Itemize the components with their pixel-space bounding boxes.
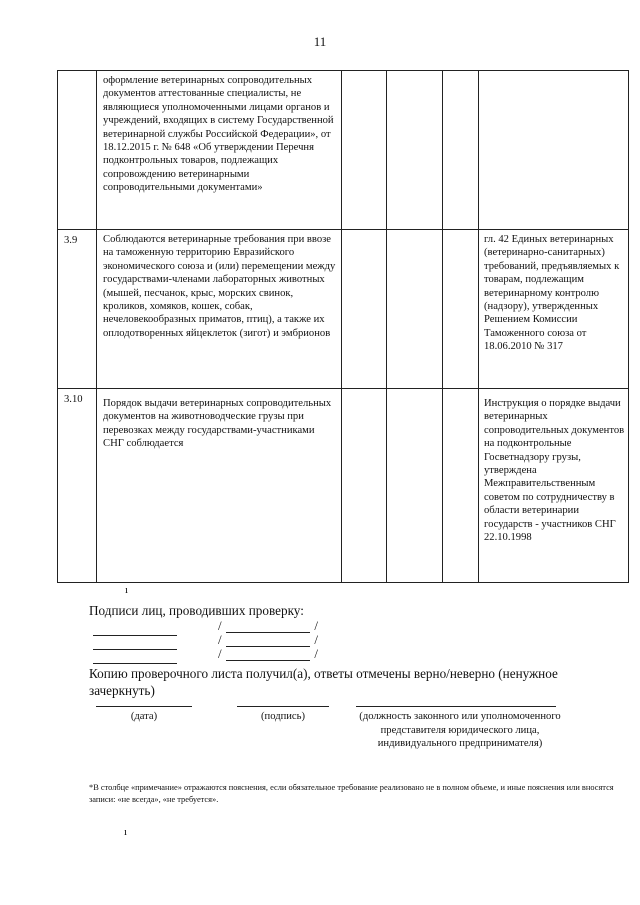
answer-no-cell (387, 389, 443, 583)
scan-mark: ı (125, 584, 129, 596)
reference-text: гл. 42 Единых ветеринарных (ветеринарно-санитарных) требований, предъявляемых к товарам, подлежащим ветеринарному контролю (надзору), утвержденных Решением Комиссии Таможенного союза от 18.06.2010 № 317 (484, 234, 620, 353)
answer-yes-cell (342, 71, 387, 230)
answer-na-cell (443, 71, 479, 230)
requirement-cell (97, 389, 342, 583)
signature-blank (237, 705, 329, 707)
reference-cell (479, 71, 629, 230)
item-number: 3.9 (64, 235, 78, 246)
table-row (58, 71, 629, 230)
name-field: / / (218, 632, 318, 647)
item-number-cell (58, 71, 97, 230)
reference-cell (479, 389, 629, 583)
copy-received-statement: Копию проверочного листа получил(а), ответы отмечены верно/неверно (ненужное зачеркнуть) (89, 666, 558, 698)
table-row (58, 230, 629, 389)
item-number: 3.10 (64, 394, 83, 405)
footnote: *В столбце «примечание» отражаются пояснения, если обязательное требование реализовано не в полном объеме, и иные пояснения или вносятся записи: «не всегда», «не требуется». (89, 783, 614, 804)
table-row (58, 389, 629, 583)
date-blank (96, 705, 192, 707)
requirement-text: оформление ветеринарных сопроводительных документов аттестованные специалисты, не являющиеся уполномоченными лицами органов и учреждений, входящих в систему Государственной ветеринарной службы Российской Федерации», от 18.12.2015 г. № 648 «Об утверждении Перечня подконтрольных товаров, подлежащих сопровождению ветеринарными сопроводительными документами» (103, 75, 334, 194)
signature-line (93, 648, 177, 650)
name-field: / / (218, 646, 318, 661)
page-number: 11 (313, 34, 327, 49)
item-number-cell (58, 230, 97, 389)
signature-line (93, 634, 177, 636)
signature-line (93, 662, 177, 664)
reference-text: Инструкция о порядке выдачи ветеринарных сопроводительных документов на подконтрольные Госветнадзору грузы, утверждена Межправительственным советом по сотрудничеству в области ветеринарии государств - участников СНГ 22.10.1998 (484, 398, 625, 544)
answer-na-cell (443, 389, 479, 583)
answer-na-cell (443, 230, 479, 389)
name-field: / / (218, 618, 318, 633)
requirement-text: Соблюдаются ветеринарные требования при ввозе на таможенную территорию Евразийского экономического союза и (или) перемещении между государствами-членами лабораторных животных (мышей, песчанок, крыс, морских свинок, кроликов, хомяков, кошек, собак, нечеловекообразных приматов, птиц), а также их оплодотворенных яйцеклеток (зигот) и эмбрионов (103, 234, 336, 339)
checklist-table (57, 70, 629, 583)
scan-mark: ı (124, 826, 128, 838)
answer-yes-cell (342, 230, 387, 389)
requirement-cell (97, 71, 342, 230)
item-number (58, 71, 96, 75)
answer-yes-cell (342, 389, 387, 583)
signature-caption: (подпись) (261, 711, 305, 722)
answer-no-cell (387, 230, 443, 389)
position-caption: (должность законного или уполномоченного представителя юридического лица, индивидуального предпринимателя) (359, 711, 561, 749)
reference-cell (479, 230, 629, 389)
answer-no-cell (387, 71, 443, 230)
requirement-text: Порядок выдачи ветеринарных сопроводительных документов на животноводческие грузы при перевозках между государствами-участниками СНГ соблюдается (103, 398, 332, 450)
signatures-title: Подписи лиц, проводивших проверку: (89, 603, 304, 618)
requirement-cell (97, 230, 342, 389)
date-caption: (дата) (130, 711, 158, 722)
position-blank (356, 705, 556, 707)
reference-text (479, 71, 628, 77)
item-number-cell (58, 389, 97, 583)
